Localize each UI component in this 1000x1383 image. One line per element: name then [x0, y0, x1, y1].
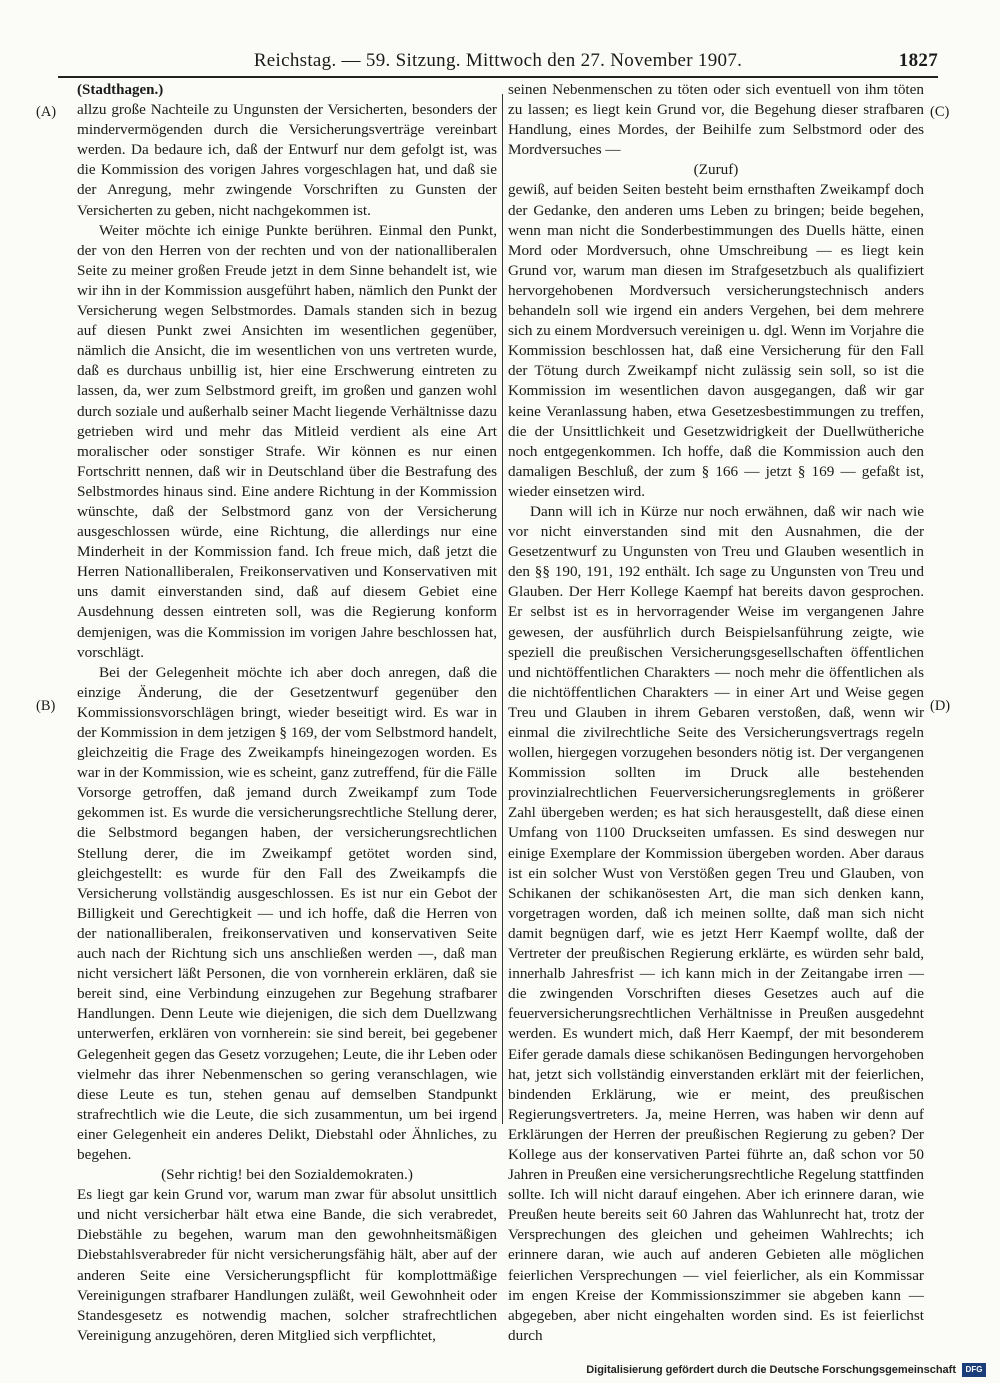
- paragraph: Dann will ich in Kürze nur noch erwähnen, daß wir nach wie vor nicht einverstanden sind mit den Ausnahmen, die der Gesetzentwurf zu Ungunsten von Treu und Glauben wesentlich in den §§ 190, 191, 192 enthält. Ich sage zu Ungunsten von Treu und Glauben. Der Herr Kollege Kaempf hat bereits davon gesprochen. Er selbst ist es in hervorragender Weise im vergangenen Jahre gewesen, der ausführlich durch Beispielsanführung zeigte, wie speziell die preußischen Versicherungsgesellschaften öffentlichen und nichtöffentlichen Charakters — noch mehr die öffentlichen als die nichtöffentlichen Charakters — in einer Art und Weise gegen Treu und Glauben in ihrem Gebaren verstoßen, daß, wenn wir einmal die zivilrechtliche Seite des Versicherungsvertrags regeln wollen, hiergegen vorzugehen besonders nötig ist. Der vergangenen Kommission sollten im Druck alle bestehenden provinzialrechtlichen Feuerversicherungsreglements in größerer Zahl übergeben werden; es hat sich herausgestellt, daß diese einen Umfang von 1100 Druckseiten umfassen. Es sind deswegen nur einige Exemplare der Kommission übergeben worden. Aber daraus ist ein solcher Wust von Verstößen gegen Treu und Glauben, von Schikanen der schikanösesten Art, die man sich denken kann, vorgetragen worden, daß ich meinen sollte, daß man sich nicht damit begnügen darf, wie es jetzt Herr Kaempf wollte, daß der Vertreter der preußischen Regierung erklärte, es würden sehr bald, innerhalb Jahresfrist — ich kann mich in der Zeitangabe irren — die zwingenden Vorschriften dieses Gesetzes auch auf die feuerversicherungsrechtlichen Verhältnisse in Preußen ausgedehnt werden. Es wundert mich, daß Herr Kaempf, der mit besonderem Eifer gerade damals diese schikanösen Bedingungen hervorgehoben hat, jetzt sich vollständig einverstanden erklärt mit der feierlichen, bindenden Erklärung, wie er meint, des preußischen Regierungsvertreters. Ja, meine Herren, was haben wir denn auf Erklärungen der Herren der preußischen Regierung zu geben? Der Kollege aus der konservativen Partei führte an, daß schon vor 50 Jahren in Preußen eine versicherungsrechtliche Regelung stattfinden sollte. Ich will nicht darauf eingehen. Aber ich erinnere daran, wie Preußen heute bereits seit 60 Jahren das Wahlunrecht hat, trotz der Versprechungen des gleichen und geheimen Wahlrechts; ich erinnere daran, wie auch auf anderen Gebieten alle möglichen feierlichen Versprechungen — viel feierlicher, als ein Kommissar im engen Kreise der Kommissionszimmer sie abgeben kann — abgegeben, aber nicht eingehalten worden sind. Es ist feierlichst durch: [508, 502, 924, 1344]
- paragraph: gewiß, auf beiden Seiten besteht beim ernsthaften Zweikampf doch der Gedanke, den anderen ums Leben zu bringen; beide begehen, wenn man nicht die Sonderbestimmungen des Duells hätte, einen Mord oder Mordversuch, ohne Umschreibung — es liegt kein Grund vor, warum man diesen im Strafgesetzbuch als qualifiziert hervorgehobenen Mordversuch versicherungstechnisch anders behandeln soll wie irgend ein anders Vergehen, bei dem mehrere sich zu einem Mordversuch vereinigen u. dgl. Wenn im Vorjahre die Kommission beschlossen hat, daß eine Versicherung für den Fall der Tötung durch Zweikampf nicht zulässig sein soll, so ist die Kommission im wesentlichen davon ausgegangen, daß wir gar keine Veranlassung haben, etwa Gesetzesbestimmungen zu treffen, die der Unsittlichkeit und Gesetzwidrigkeit der Duellwütheriche noch entgegenkommen. Ich hoffe, daß die Kommission auch den damaligen Beschluß, der zum § 166 — jetzt § 169 — gefaßt ist, wieder einsetzen wird.: [508, 181, 924, 500]
- dfg-logo-icon: DFG: [962, 1363, 986, 1377]
- paragraph: Es liegt gar kein Grund vor, warum man zwar für absolut unsittlich und nicht versicherbar hält etwa eine Bande, die sich verabredet, Diebstähle zu begehen, warum man den gewohnheitsmäßigen Diebstahlsverabreder für nicht versicherungsfähig hält, aber auf der anderen Seite eine Versicherungspflicht für komplottmäßige Vereinigungen strafbarer Handlungen zuläßt, weil Gewohnheit oder Standesgesetz es notwendig machen, solcher strafrechtlichen Vereinigung anzugehören, deren Mitglied sich verpflichtet,: [77, 1186, 497, 1344]
- header-title: Reichstag. — 59. Sitzung. Mittwoch den 27. November 1907.: [253, 50, 743, 71]
- paragraph: Bei der Gelegenheit möchte ich aber doch anregen, daß die einzige Änderung, die der Gesetzentwurf gegenüber den Kommissionsvorschlägen bringt, wieder beseitigt wird. Es war in der Kommission in dem jetzigen § 169, der vom Selbstmord handelt, gleichzeitig die Frage des Zweikampfs hineingezogen worden. Es war in der Kommission, wie es scheint, ganz zutreffend, für die Fälle Vorsorge getroffen, daß jemand durch Zweikampf zum Tode gekommen ist. Es wurde die versicherungsrechtliche Stellung derer, die Selbstmord begangen haben, der versicherungsrechtlichen Stellung derer, die im Zweikampf getötet worden sind, gleichgestellt: es wurde für den Fall des Zweikampfs die Versicherung vollständig ausgeschlossen. Es ist nur ein Gebot der Billigkeit und Gerechtigkeit — und ich hoffe, daß die Herren von der nationalliberalen, freikonservativen und konservativen Seite auch nach der Richtung sich uns anschließen werden —, daß man nicht versichert läßt Personen, die von vornherein erklären, daß sie bereit sind, eine Verbindung einzugehen zur Begehung strafbarer Handlungen. Denn Leute wie diejenigen, die sich dem Duellzwang unterwerfen, erklären von vornherein: sie sind bereit, bei gegebener Gelegenheit gegen das Gesetz vorzugehen; Leute, die ihr Leben oder vielmehr das ihrer Nebenmenschen so gering veranschlagen, wie diese Leute es tun, stehen genau auf demselben Standpunkt strafrechtlich wie die Leute, die sich zusammentun, um bei irgend einer Gelegenheit ein anderes Delikt, Diebstahl oder Ähnliches, zu begehen.: [77, 663, 497, 1163]
- speaker-name: (Stadthagen.): [77, 82, 164, 98]
- left-column: [77, 80, 497, 1344]
- right-column: [508, 80, 924, 1344]
- column-divider: [502, 94, 503, 1124]
- margin-mark-a: (A): [36, 104, 57, 120]
- footer-text: Digitalisierung gefördert durch die Deutsche Forschungsgemeinschaft: [586, 1364, 956, 1376]
- digitization-footer: [586, 1362, 986, 1378]
- margin-mark-d: (D): [930, 698, 951, 714]
- interjection: (Zuruf): [693, 161, 739, 179]
- margin-mark-b: (B): [36, 698, 56, 714]
- paragraph: Weiter möchte ich einige Punkte berühren. Einmal den Punkt, der von den Herren von der rechten und von der nationalliberalen Seite zu meiner großen Freude jetzt in dem Sinne behandelt ist, wie wir ihn in der Kommission ausgeführt haben, nämlich den Punkt der Versicherung wegen Selbstmordes. Damals standen sich in bezug auf diesen Punkt zwei Ansichten im wesentlichen gegenüber, nämlich die Ansicht, die im wesentlichen von uns vertreten wurde, daß es durchaus unbillig ist, hier eine Erschwerung eintreten zu lassen, da, wer zum Selbstmord greift, im großen und ganzen wohl durch soziale und außerhalb seiner Macht liegende Verhältnisse dazu getrieben wird und mehr das Mitleid verdient als eine Art moralischer oder sonstiger Strafe. Wir können es nur einen Fortschritt nennen, daß wir in Deutschland über die Bestrafung des Selbstmordes hinaus sind. Eine andere Richtung in der Kommission wünschte, daß der Selbstmord ganz von der Versicherung ausgeschlossen würde, eine Richtung, die allerdings nur eine Minderheit in der Kommission fand. Ich freue mich, daß jetzt die Herren Nationalliberalen, Freikonservativen und Konservativen mit uns damit einverstanden sind, daß auf diesem Gebiet eine Ausdehnung dessen eintreten soll, was die Regierung konform demjenigen, was die Kommission im vorigen Jahre beschlossen hat, vorschlägt.: [77, 221, 497, 661]
- interjection: (Sehr richtig! bei den Sozialdemokraten.): [161, 1166, 413, 1184]
- header-rule: [58, 76, 938, 78]
- page-number: 1827: [898, 50, 938, 71]
- margin-mark-c: (C): [930, 104, 950, 120]
- paragraph: allzu große Nachteile zu Ungunsten der Versicherten, besonders der mindervermögenden durch die Versicherungsverträge vereinbart werden. Da bedaure ich, daß der Entwurf nur dem gefolgt ist, was die Kommission des vorigen Jahres vorgeschlagen hat, und daß sie der Anregung, mehr zwingende Vorschriften zu Gunsten der Versicherten zu geben, nicht nachgekommen ist.: [77, 101, 497, 219]
- paragraph: seinen Nebenmenschen zu töten oder sich eventuell von ihm töten zu lassen; es liegt kein Grund vor, die Begehung dieser strafbaren Handlung, eines Mordes, der Beihilfe zum Selbstmord oder des Mordversuches —: [508, 81, 924, 159]
- page-header: [58, 50, 938, 78]
